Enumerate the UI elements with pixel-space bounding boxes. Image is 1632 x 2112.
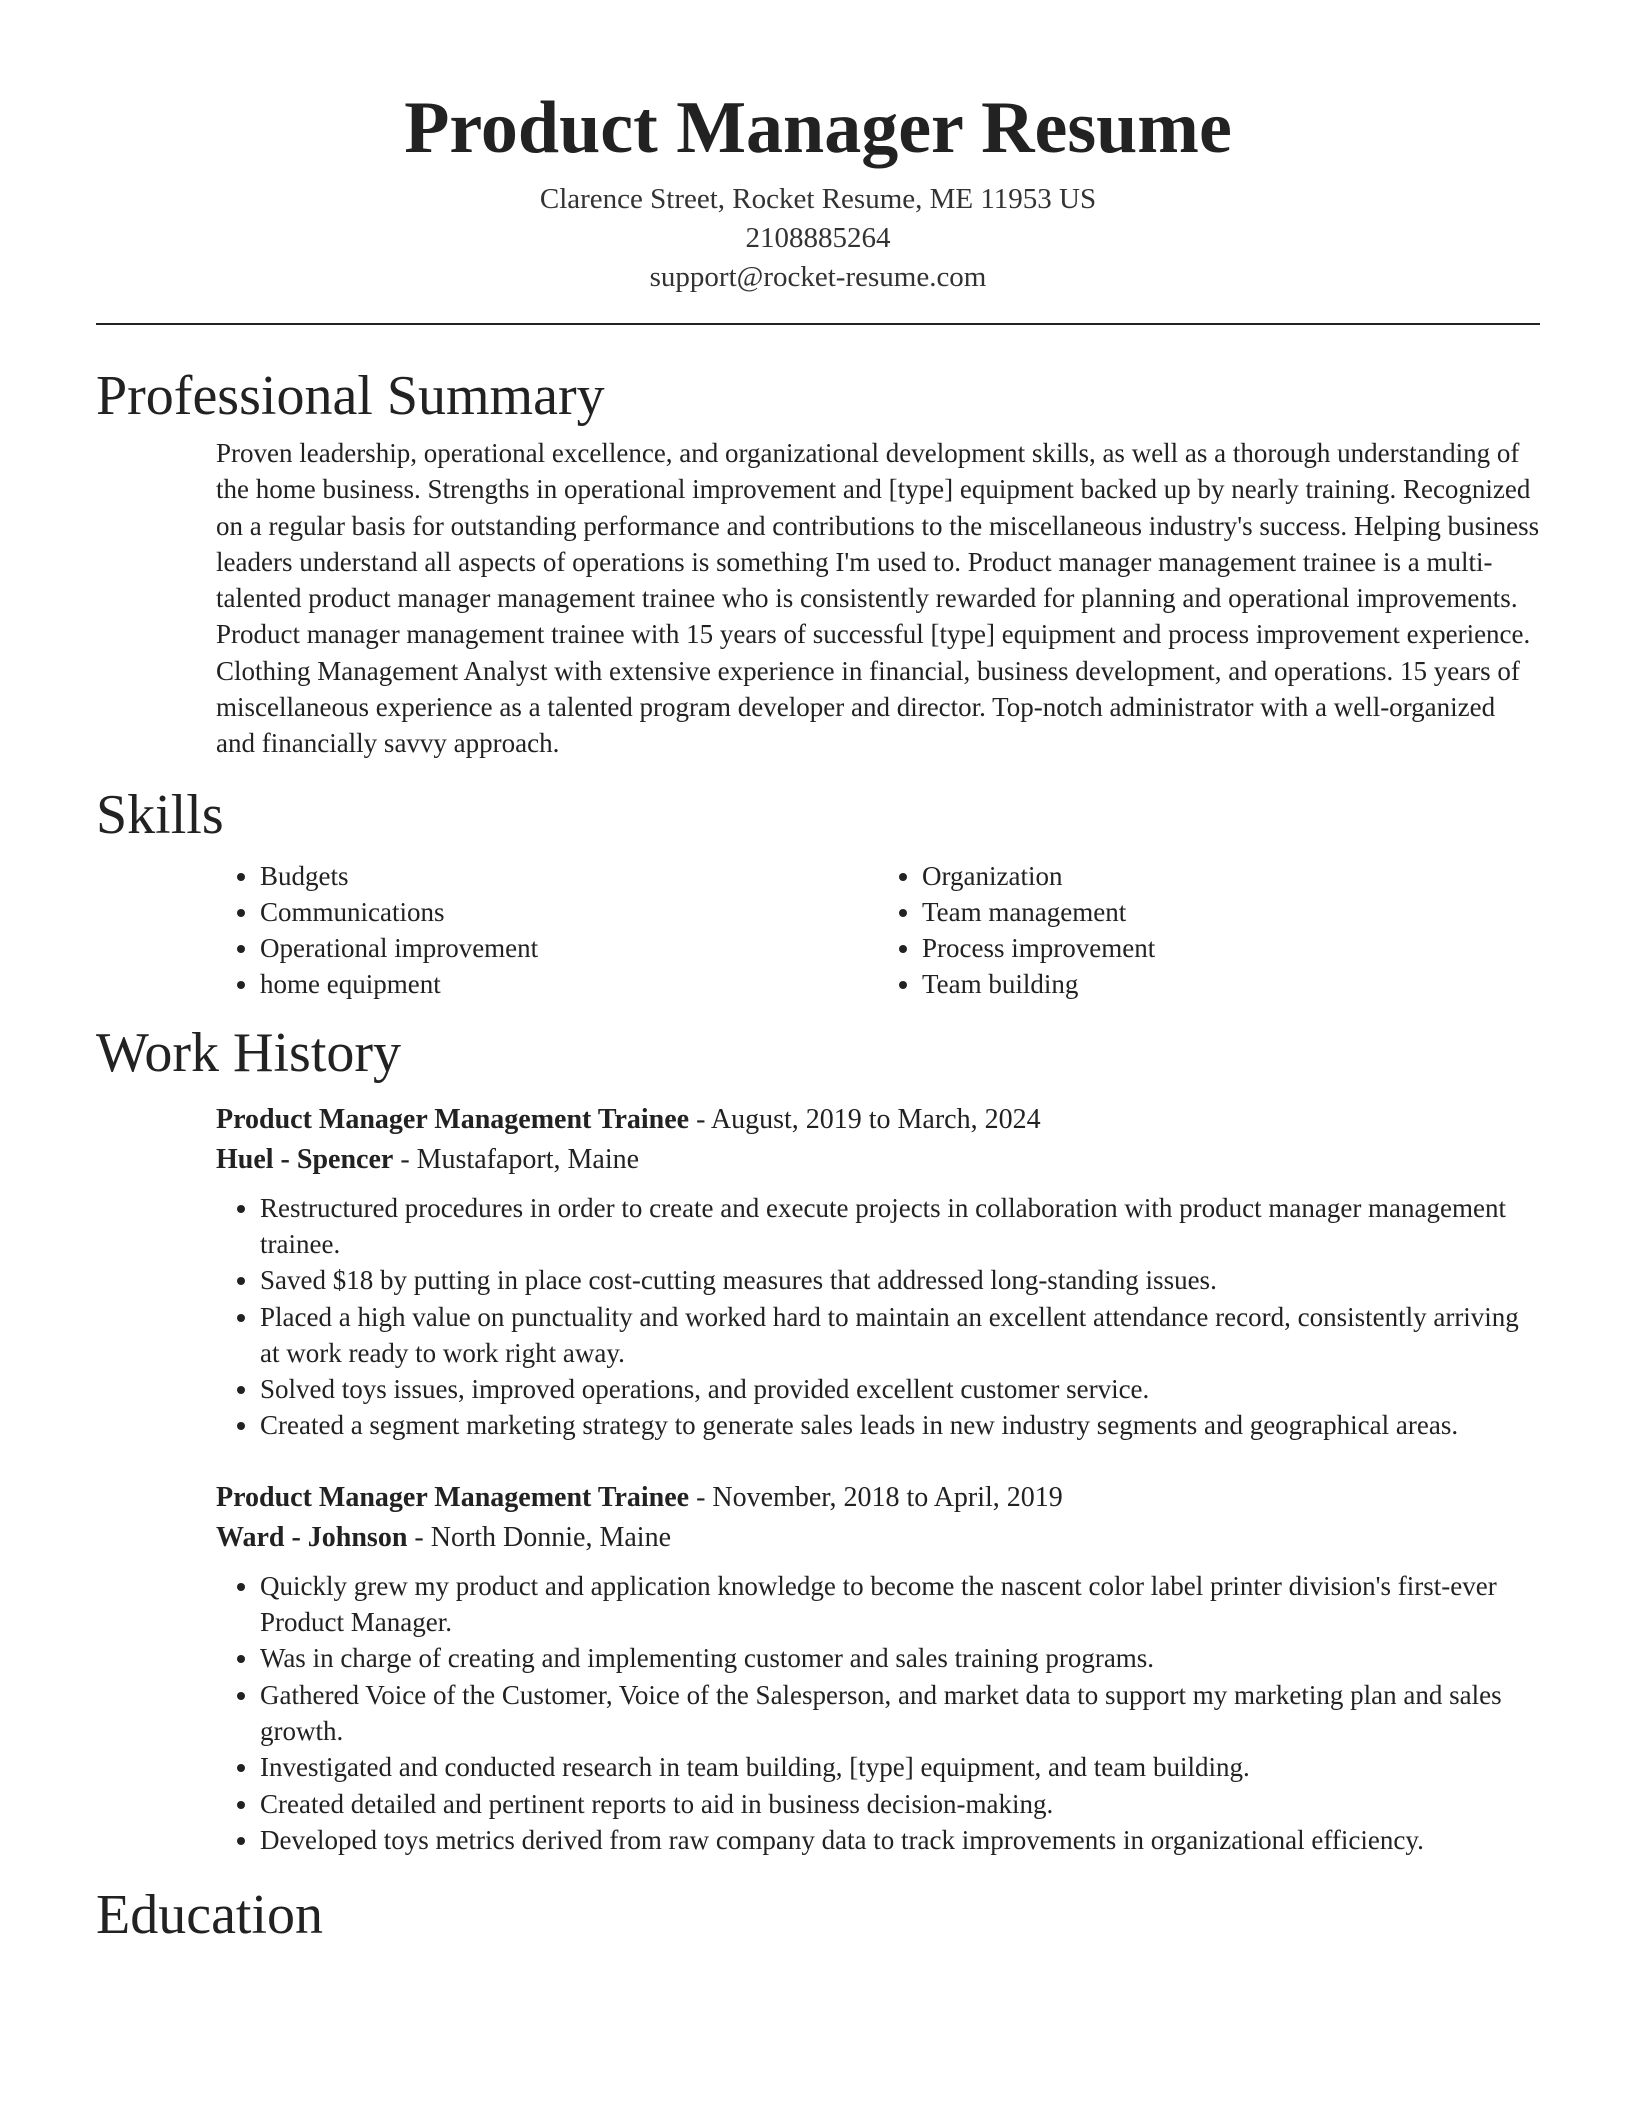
contact-email: support@rocket-resume.com bbox=[649, 261, 987, 293]
skills-list-left bbox=[216, 858, 878, 1002]
job-title-line bbox=[216, 1100, 1540, 1140]
resume-title: Product Manager Resume bbox=[404, 87, 1232, 169]
job-bullet: • Placed a high value on punctuality and worked hard to maintain an excellent attendance record, consistently arriving at work ready to work right away. bbox=[260, 1299, 1540, 1372]
job-dates: - November, 2018 to April, 2019 bbox=[689, 1481, 1063, 1513]
job-company: Ward - Johnson bbox=[216, 1521, 408, 1553]
job-dates: - August, 2019 to March, 2024 bbox=[689, 1103, 1041, 1135]
job-bullet: • Saved $18 by putting in place cost-cutting measures that addressed long-standing issues. bbox=[260, 1262, 1540, 1298]
job-bullet: • Created detailed and pertinent reports to aid in business decision-making. bbox=[260, 1786, 1540, 1822]
job-bullet: • Developed toys metrics derived from raw company data to track improvements in organizational efficiency. bbox=[260, 1822, 1540, 1858]
skill-item: • Team building bbox=[922, 966, 1540, 1002]
resume-page bbox=[96, 0, 1540, 1950]
header-divider bbox=[96, 323, 1540, 325]
job-bullet: • Solved toys issues, improved operations, and provided excellent customer service. bbox=[260, 1371, 1540, 1407]
contact-phone: 2108885264 bbox=[745, 222, 891, 254]
section-title-summary: Professional Summary bbox=[96, 365, 605, 427]
contact-address: Clarence Street, Rocket Resume, ME 11953 US bbox=[539, 183, 1097, 215]
job-bullets bbox=[216, 1190, 1540, 1444]
job-company-line bbox=[216, 1140, 1540, 1180]
job-bullets bbox=[216, 1568, 1540, 1858]
section-title-education: Education bbox=[96, 1884, 324, 1947]
skill-item: • Process improvement bbox=[922, 930, 1540, 966]
job-location: - North Donnie, Maine bbox=[407, 1521, 672, 1553]
contact-block bbox=[96, 180, 1540, 297]
resume-header bbox=[96, 0, 1540, 297]
job-title: Product Manager Management Trainee bbox=[216, 1481, 690, 1513]
job-location: - Mustafaport, Maine bbox=[393, 1143, 640, 1175]
job-company: Huel - Spencer bbox=[216, 1143, 394, 1175]
job-company-line bbox=[216, 1518, 1540, 1558]
skill-item: • Operational improvement bbox=[260, 930, 878, 966]
skill-item: • home equipment bbox=[260, 966, 878, 1002]
job-bullet: • Restructured procedures in order to create and execute projects in collaboration with product manager management trainee. bbox=[260, 1190, 1540, 1263]
job-entry bbox=[216, 1478, 1540, 1858]
job-title: Product Manager Management Trainee bbox=[216, 1103, 690, 1135]
job-bullet: • Was in charge of creating and implementing customer and sales training programs. bbox=[260, 1640, 1540, 1676]
job-bullet: • Investigated and conducted research in team building, [type] equipment, and team building. bbox=[260, 1749, 1540, 1785]
job-entry bbox=[216, 1100, 1540, 1444]
job-title-line bbox=[216, 1478, 1540, 1518]
job-bullet: • Created a segment marketing strategy to generate sales leads in new industry segments and geographical areas. bbox=[260, 1407, 1540, 1443]
summary-text: Proven leadership, operational excellence, and organizational development skills, as well as a thorough understanding of the home business. Strengths in operational improvement and [type] equipment backed up by nearly training. Recognized on a regular basis for outstanding performance and contributions to the miscellaneous industry's success. Helping business leaders understand all aspects of operations is something I'm used to. Product manager management trainee is a multi-talented product manager management trainee who is consistently rewarded for planning and operational improvements. Product manager management trainee with 15 years of successful [type] equipment and process improvement experience. Clothing Management Analyst with extensive experience in financial, business development, and operations. 15 years of miscellaneous experience as a talented program developer and director. Top-notch administrator with a well-organized and financially savvy approach. bbox=[216, 438, 1540, 759]
job-bullet: • Gathered Voice of the Customer, Voice of the Salesperson, and market data to support my marketing plan and sales growth. bbox=[260, 1677, 1540, 1750]
skill-item: • Team management bbox=[922, 894, 1540, 930]
job-bullet: • Quickly grew my product and application knowledge to become the nascent color label printer division's first-ever Product Manager. bbox=[260, 1568, 1540, 1641]
section-title-skills: Skills bbox=[96, 783, 224, 846]
section-title-work-history: Work History bbox=[96, 1021, 402, 1084]
skill-item: • Organization bbox=[922, 858, 1540, 894]
skill-item: • Communications bbox=[260, 894, 878, 930]
skill-item: • Budgets bbox=[260, 858, 878, 894]
skills-list-right bbox=[878, 858, 1540, 1002]
skills-columns bbox=[216, 858, 1540, 1002]
